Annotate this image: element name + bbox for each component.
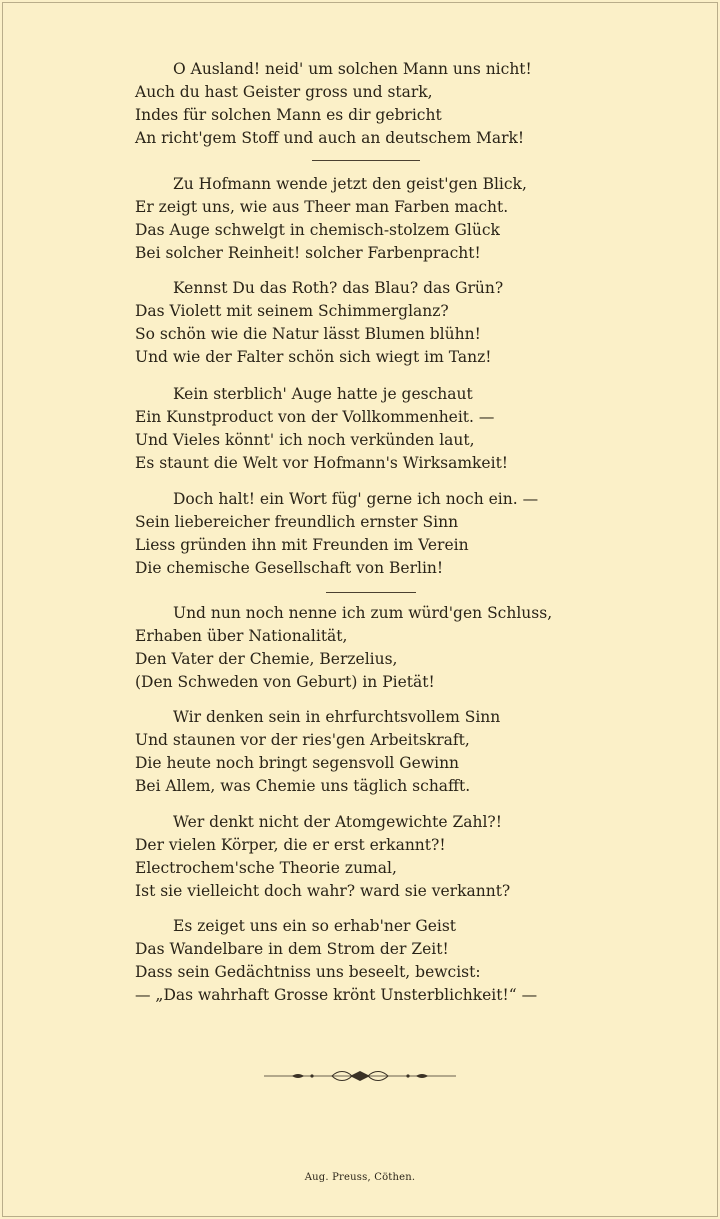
verse-line: O Ausland! neid' um solchen Mann uns nicht! bbox=[173, 60, 532, 78]
verse-line: Wir denken sein in ehrfurchtsvollem Sinn bbox=[173, 708, 501, 726]
verse-line: Erhaben über Nationalität, bbox=[135, 627, 348, 645]
verse-line: Electrochem'sche Theorie zumal, bbox=[135, 859, 397, 877]
printer-credit: Aug. Preuss, Cöthen. bbox=[304, 1172, 416, 1183]
stanza-4 bbox=[135, 383, 605, 475]
verse-line: Kein sterblich' Auge hatte je geschaut bbox=[173, 385, 473, 403]
verse-line: Bei solcher Reinheit! solcher Farbenpracht! bbox=[135, 244, 481, 262]
verse-line: So schön wie die Natur lässt Blumen blühn! bbox=[135, 325, 481, 343]
verse-line: Kennst Du das Roth? das Blau? das Grün? bbox=[173, 279, 504, 297]
verse-line: Es staunt die Welt vor Hofmann's Wirksamkeit! bbox=[135, 454, 509, 472]
stanza-7 bbox=[135, 706, 605, 798]
verse-line: Liess gründen ihn mit Freunden im Verein bbox=[135, 536, 469, 554]
verse-line: Dass sein Gedächtniss uns beseelt, bewcist: bbox=[135, 963, 481, 981]
verse-line: Es zeiget uns ein so erhab'ner Geist bbox=[173, 917, 457, 935]
verse-line: Das Violett mit seinem Schimmerglanz? bbox=[135, 302, 449, 320]
verse-line: Doch halt! ein Wort füg' gerne ich noch ein. — bbox=[173, 490, 539, 508]
verse-line: Er zeigt uns, wie aus Theer man Farben macht. bbox=[135, 198, 509, 216]
verse-line: Und nun noch nenne ich zum würd'gen Schluss, bbox=[173, 604, 553, 622]
verse-line: Und wie der Falter schön sich wiegt im Tanz! bbox=[135, 348, 492, 366]
closing-ornament bbox=[262, 1068, 458, 1084]
stanza-1 bbox=[135, 58, 605, 150]
verse-line: Und staunen vor der ries'gen Arbeitskraft, bbox=[135, 731, 470, 749]
verse-line: Ein Kunstproduct von der Vollkommenheit. — bbox=[135, 408, 495, 426]
verse-line: Ist sie vielleicht doch wahr? ward sie verkannt? bbox=[135, 882, 511, 900]
verse-line: Und Vieles könnt' ich noch verkünden laut, bbox=[135, 431, 475, 449]
stanza-6 bbox=[135, 602, 605, 694]
verse-line: Der vielen Körper, die er erst erkannt?! bbox=[135, 836, 446, 854]
stanza-5 bbox=[135, 488, 605, 580]
verse-line: Die chemische Gesellschaft von Berlin! bbox=[135, 559, 444, 577]
verse-line: (Den Schweden von Geburt) in Pietät! bbox=[135, 673, 435, 691]
verse-line: Zu Hofmann wende jetzt den geist'gen Blick, bbox=[173, 175, 527, 193]
section-divider bbox=[312, 160, 420, 161]
stanza-2 bbox=[135, 173, 605, 265]
verse-line: Auch du hast Geister gross und stark, bbox=[135, 83, 433, 101]
section-divider bbox=[326, 592, 416, 593]
stanza-9 bbox=[135, 915, 605, 1007]
verse-line: — „Das wahrhaft Grosse krönt Unsterblichkeit!“ — bbox=[135, 986, 538, 1004]
verse-line: Das Auge schwelgt in chemisch-stolzem Glück bbox=[135, 221, 500, 239]
verse-line: Indes für solchen Mann es dir gebricht bbox=[135, 106, 442, 124]
verse-line: Das Wandelbare in dem Strom der Zeit! bbox=[135, 940, 449, 958]
verse-line: An richt'gem Stoff und auch an deutschem Mark! bbox=[135, 129, 525, 147]
stanza-8 bbox=[135, 811, 605, 903]
verse-line: Wer denkt nicht der Atomgewichte Zahl?! bbox=[173, 813, 502, 831]
verse-line: Sein liebereicher freundlich ernster Sinn bbox=[135, 513, 459, 531]
verse-line: Den Vater der Chemie, Berzelius, bbox=[135, 650, 398, 668]
stanza-3 bbox=[135, 277, 605, 369]
verse-line: Bei Allem, was Chemie uns täglich schafft. bbox=[135, 777, 471, 795]
verse-line: Die heute noch bringt segensvoll Gewinn bbox=[135, 754, 460, 772]
